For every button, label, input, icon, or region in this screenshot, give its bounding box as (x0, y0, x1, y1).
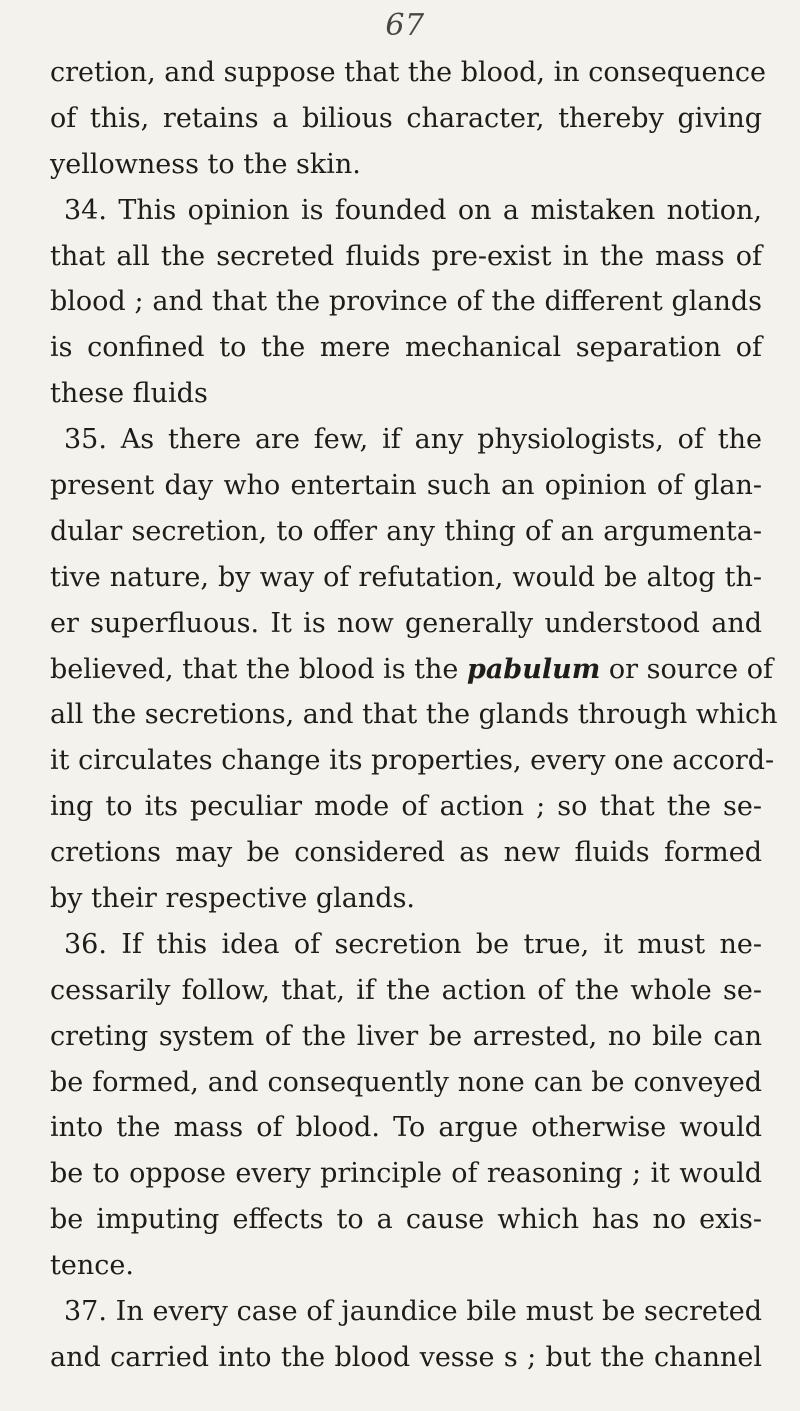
text-line: that all the secreted fluids pre-exist in the mass of (50, 240, 762, 272)
text-line: and carried into the blood vesse s ; but the channel (50, 1341, 762, 1373)
page-text (50, 50, 778, 1381)
text-line: cessarily follow, that, if the action of the whole se- (50, 974, 762, 1006)
paragraph-35-start: 35. As there are few, if any physiologists, of the (64, 424, 762, 456)
text-line: dular secretion, to offer any thing of an argumenta- (50, 515, 762, 547)
text-line: is confined to the mere mechanical separation of (50, 332, 762, 364)
text-line: cretions may be considered as new fluids formed (50, 837, 762, 869)
text-line: it circulates change its properties, every one accord- (50, 745, 775, 777)
text-line: into the mass of blood. To argue otherwise would (50, 1112, 762, 1144)
text-line: be formed, and consequently none can be conveyed (50, 1066, 762, 1098)
text-line: believed, that the blood is the pabulum or source of (50, 653, 773, 685)
text-line: by their respective glands. (50, 883, 416, 915)
text-line: be to oppose every principle of reasoning ; it would (50, 1158, 762, 1190)
paragraph-34-start: 34. This opinion is founded on a mistaken notion, (64, 194, 762, 226)
text-line: tive nature, by way of refutation, would be altog th- (50, 561, 762, 593)
text-line: er superfluous. It is now generally understood and (50, 607, 762, 639)
page-number: 67 (385, 8, 425, 43)
text-line: all the secretions, and that the glands through which (50, 699, 778, 731)
text-line: tence. (50, 1250, 134, 1282)
text-line: be imputing effects to a cause which has no exis- (50, 1204, 762, 1236)
text-line: present day who entertain such an opinion of glan- (50, 470, 762, 502)
text-line: yellowness to the skin. (50, 148, 361, 180)
paragraph-36-start: 36. If this idea of secretion be true, it must ne- (64, 928, 762, 960)
text-line: these fluids (50, 378, 208, 410)
text-line: creting system of the liver be arrested, no bile can (50, 1020, 762, 1052)
text-line: blood ; and that the province of the different glands (50, 286, 762, 318)
text-line: cretion, and suppose that the blood, in consequence (50, 57, 766, 88)
italic-term: pabulum (466, 653, 601, 685)
text-line: of this, retains a bilious character, thereby giving (50, 102, 762, 134)
text-line: ing to its peculiar mode of action ; so that the se- (50, 791, 762, 823)
paragraph-37-start: 37. In every case of jaundice bile must be secreted (64, 1296, 762, 1328)
